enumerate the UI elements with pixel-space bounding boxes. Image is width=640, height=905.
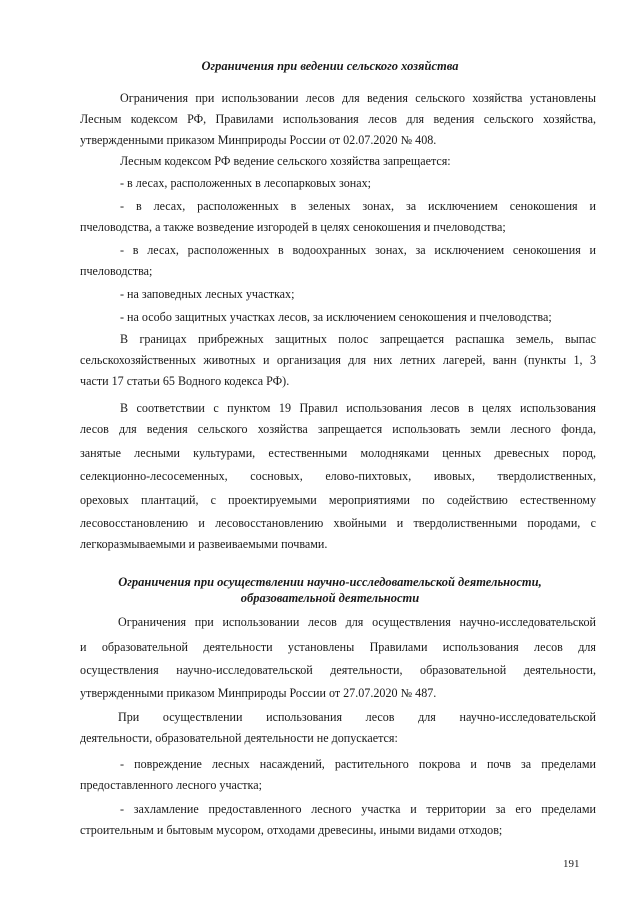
section-heading-research-line2: образовательной деятельности [240, 591, 420, 605]
paragraph-rule19-line5: ореховых плантаций, с проектируемыми мероприятиями по содействию естественному [80, 493, 596, 507]
list-item-water-zones-line2: пчеловодства; [80, 264, 153, 278]
list-item-water-zones-line1: - в лесах, расположенных в водоохранных зонах, за исключением сенокошения и [120, 243, 596, 257]
paragraph-agriculture-line3: утвержденными приказом Минприроды России от 02.07.2020 № 408. [80, 133, 437, 147]
list-item-reserved-plots: - на заповедных лесных участках; [120, 287, 295, 301]
section-heading-agriculture: Ограничения при ведении сельского хозяйства [201, 59, 459, 73]
list-item-damage-line2: предоставленного лесного участка; [80, 778, 262, 792]
list-item-damage-line1: - повреждение лесных насаждений, растительного покрова и почв за пределами [120, 757, 596, 771]
paragraph-research-line3: осуществления научно-исследовательской деятельности, образовательной деятельности, [80, 663, 596, 677]
paragraph-agriculture-line2: Лесным кодексом РФ, Правилами использования лесов для ведения сельского хозяйства, [80, 112, 596, 126]
paragraph-coastal-line2: сельскохозяйственных животных и организация для них летних лагерей, ванн (пункты 1, 3 [80, 353, 596, 367]
paragraph-rule19-line6: лесовосстановлению и лесовосстановлению хвойными и твердолиственными породами, с [80, 516, 596, 530]
paragraph-forest-code: Лесным кодексом РФ ведение сельского хозяйства запрещается: [120, 154, 451, 168]
paragraph-rule19-line4: селекционно-лесосеменных, сосновых, елово-пихтовых, ивовых, твердолиственных, [80, 469, 596, 483]
list-item-forest-park: - в лесах, расположенных в лесопарковых зонах; [120, 176, 372, 190]
paragraph-implementation-line1: При осуществлении использования лесов для научно-исследовательской [118, 710, 596, 724]
paragraph-rule19-line3: занятые лесными культурами, естественными молодняками ценных древесных пород, [80, 446, 596, 460]
paragraph-coastal-line1: В границах прибрежных защитных полос запрещается распашка земель, выпас [120, 332, 596, 346]
section-heading-research-line1: Ограничения при осуществлении научно-исследовательской деятельности, [118, 575, 542, 589]
paragraph-rule19-line2: лесов для ведения сельского хозяйства запрещается использовать земли лесного фонда, [80, 422, 596, 436]
list-item-littering-line1: - захламление предоставленного лесного участка и территории за его пределами [120, 802, 596, 816]
paragraph-research-line4: утвержденными приказом Минприроды России от 27.07.2020 № 487. [80, 686, 437, 700]
paragraph-research-line1: Ограничения при использовании лесов для осуществления научно-исследовательской [118, 615, 596, 629]
list-item-green-zones-line1: - в лесах, расположенных в зеленых зонах, за исключением сенокошения и [120, 199, 596, 213]
paragraph-rule19-line7: легкоразмываемыми и развеиваемыми почвами. [80, 537, 328, 551]
list-item-green-zones-line2: пчеловодства, а также возведение изгородей в целях сенокошения и пчеловодства; [80, 220, 506, 234]
list-item-littering-line2: строительным и бытовым мусором, отходами древесины, иными видами отходов; [80, 823, 503, 837]
list-item-protected-plots: - на особо защитных участках лесов, за исключением сенокошения и пчеловодства; [120, 310, 552, 324]
page-number: 191 [563, 858, 580, 870]
paragraph-research-line2: и образовательной деятельности установлены Правилами использования лесов для [80, 640, 596, 654]
paragraph-coastal-line3: части 17 статьи 65 Водного кодекса РФ). [80, 374, 290, 388]
paragraph-rule19-line1: В соответствии с пунктом 19 Правил использования лесов в целях использования [120, 401, 596, 415]
paragraph-implementation-line2: деятельности, образовательной деятельности не допускается: [80, 731, 398, 745]
paragraph-agriculture-line1: Ограничения при использовании лесов для ведения сельского хозяйства установлены [120, 91, 596, 105]
